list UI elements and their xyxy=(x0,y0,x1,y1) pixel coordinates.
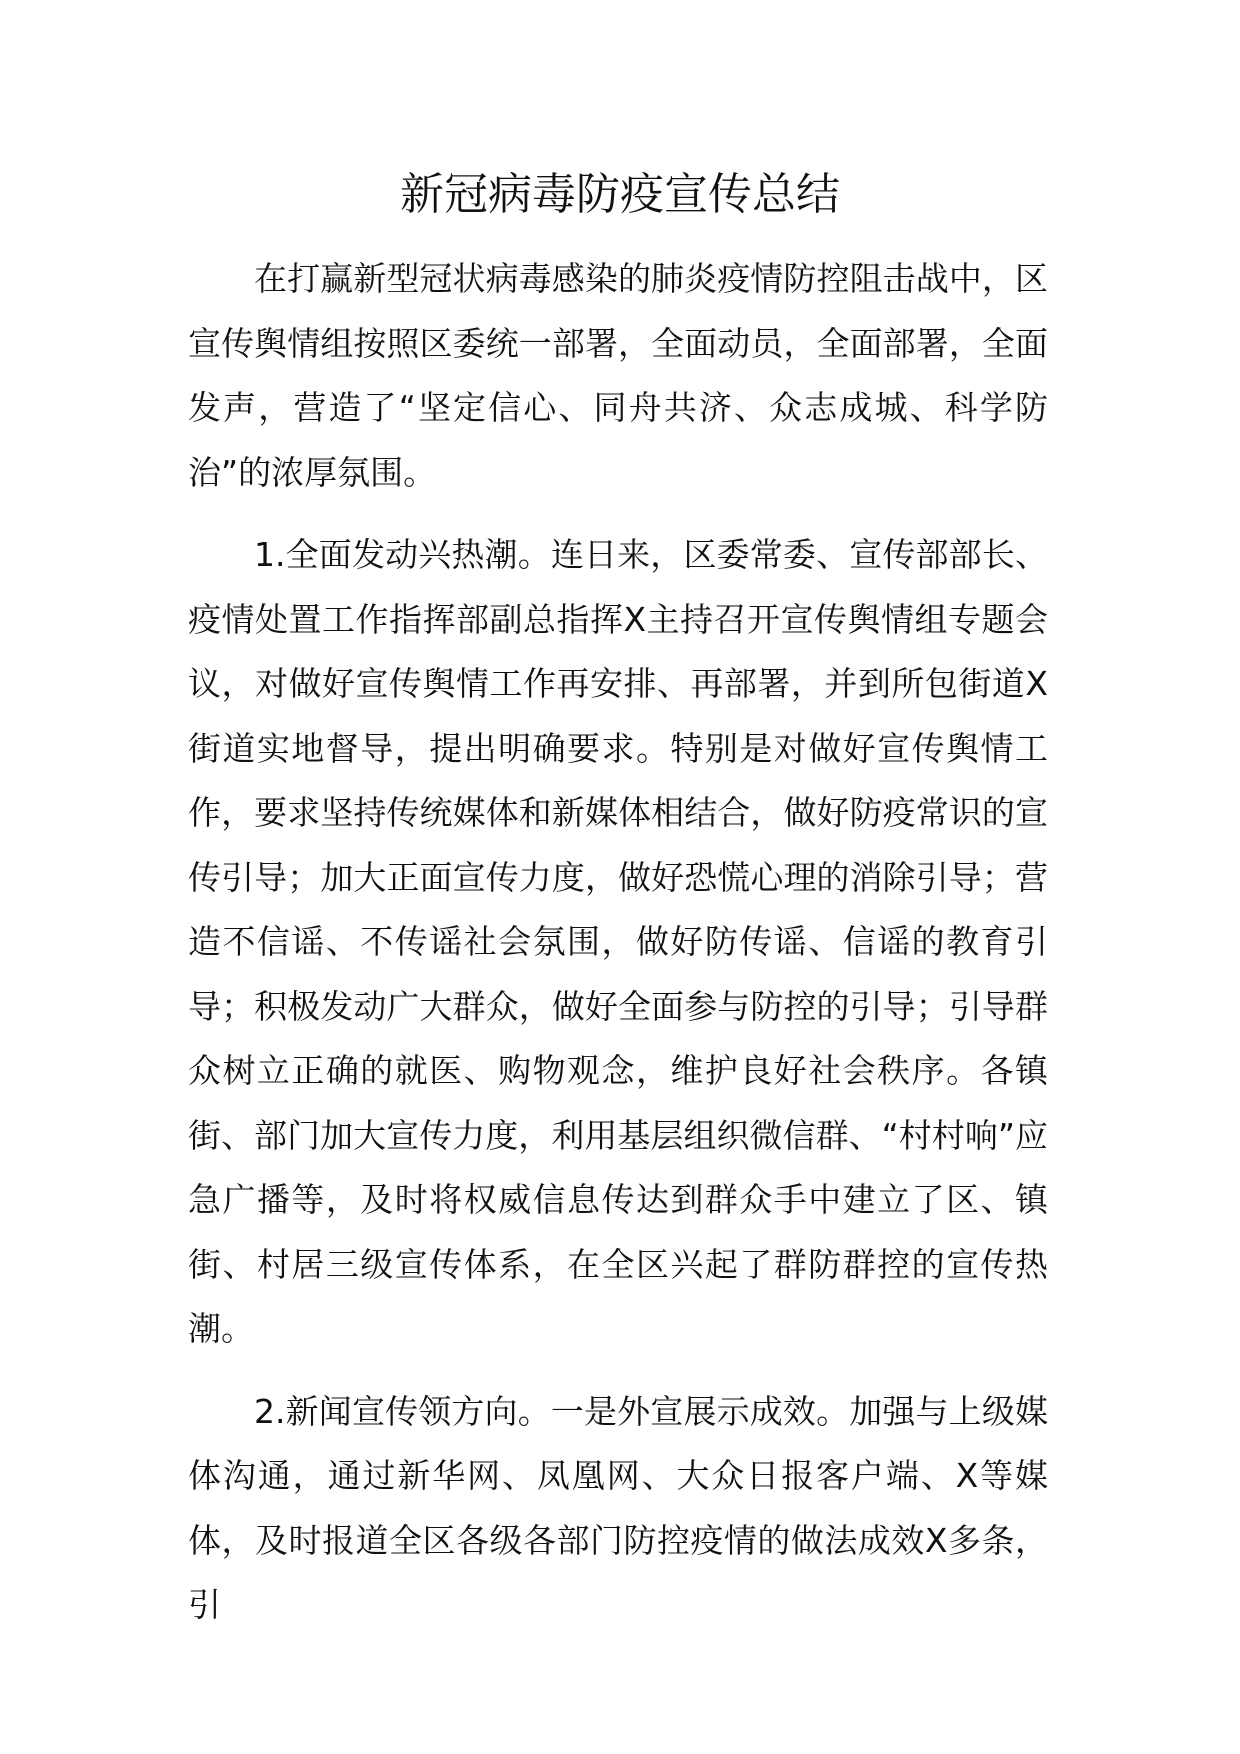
document-title: 新冠病毒防疫宣传总结 xyxy=(400,169,840,220)
paragraph-intro: 在打赢新型冠状病毒感染的肺炎疫情防控阻击战中，区宣传舆情组按照区委统一部署，全面动员，全面部署，全面发声，营造了“坚定信心、同舟共济、众志成城、科学防治”的浓厚氛围。 xyxy=(188,259,1048,492)
paragraph-section-1: 1.全面发动兴热潮。连日来，区委常委、宣传部部长、疫情处置工作指挥部副总指挥X主持召开宣传舆情组专题会议，对做好宣传舆情工作再安排、再部署，并到所包街道X街道实地督导，提出明确要求。特别是对做好宣传舆情工作，要求坚持传统媒体和新媒体相结合，做好防疫常识的宣传引导；加大正面宣传力度，做好恐慌心理的消除引导；营造不信谣、不传谣社会氛围，做好防传谣、信谣的教育引导；积极发动广大群众，做好全面参与防控的引导；引导群众树立正确的就医、购物观念，维护良好社会秩序。各镇街、部门加大宣传力度，利用基层组织微信群、“村村响”应急广播等，及时将权威信息传达到群众手中建立了区、镇街、村居三级宣传体系，在全区兴起了群防群控的宣传热潮。 xyxy=(188,535,1048,1348)
document-body xyxy=(188,247,1048,1656)
paragraph-section-2: 2.新闻宣传领方向。一是外宣展示成效。加强与上级媒体沟通，通过新华网、凤凰网、大众日报客户端、X等媒体，及时报道全区各级各部门防控疫情的做法成效X多条，引 xyxy=(188,1391,1048,1624)
